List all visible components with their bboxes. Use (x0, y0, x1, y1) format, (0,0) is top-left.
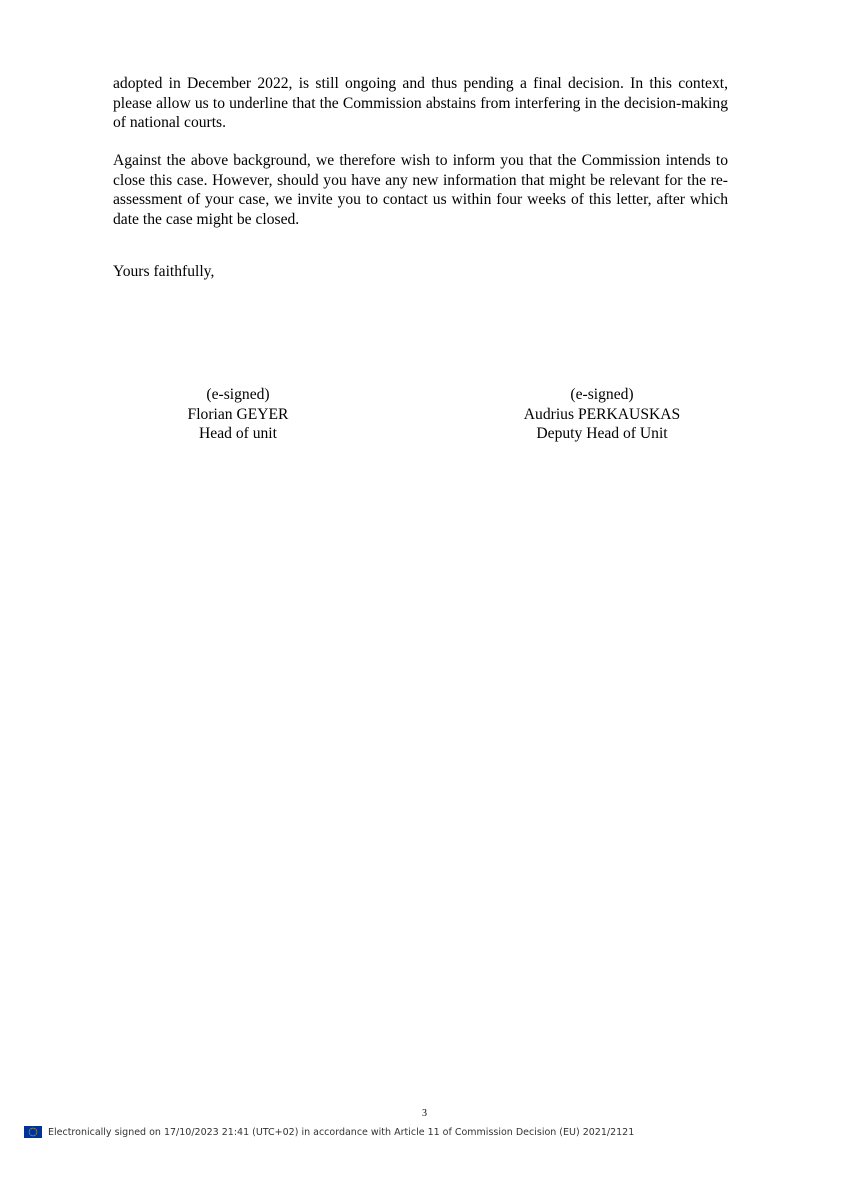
signature-block-right (472, 385, 732, 444)
signatory-title: Head of unit (199, 425, 277, 442)
signature-status: (e-signed) (570, 386, 634, 403)
eu-flag-icon (24, 1126, 42, 1138)
signatory-name: Florian GEYER (187, 405, 289, 423)
body-paragraph-2: Against the above background, we therefore wish to inform you that the Commission intends to close this case. However, should you have any new information that might be relevant for the re-assessment of your case, we invite you to contact us within four weeks of this letter, after which date the case might be closed. (113, 152, 728, 228)
e-signature-note: Electronically signed on 17/10/2023 21:41 (UTC+02) in accordance with Article 11 of Commission Decision (EU) 2021/2121 (48, 1126, 635, 1138)
signature-status: (e-signed) (206, 386, 270, 403)
signatory-title: Deputy Head of Unit (536, 425, 668, 442)
body-paragraph-1: adopted in December 2022, is still ongoing and thus pending a final decision. In this context, please allow us to underline that the Commission abstains from interfering in the decision-making of national courts. (113, 75, 728, 131)
page-number: 3 (422, 1108, 427, 1119)
e-signature-footer (24, 1125, 634, 1139)
signatory-name: Audrius PERKAUSKAS (523, 405, 681, 423)
closing-salutation: Yours faithfully, (113, 263, 215, 280)
signature-block-left (108, 385, 368, 444)
